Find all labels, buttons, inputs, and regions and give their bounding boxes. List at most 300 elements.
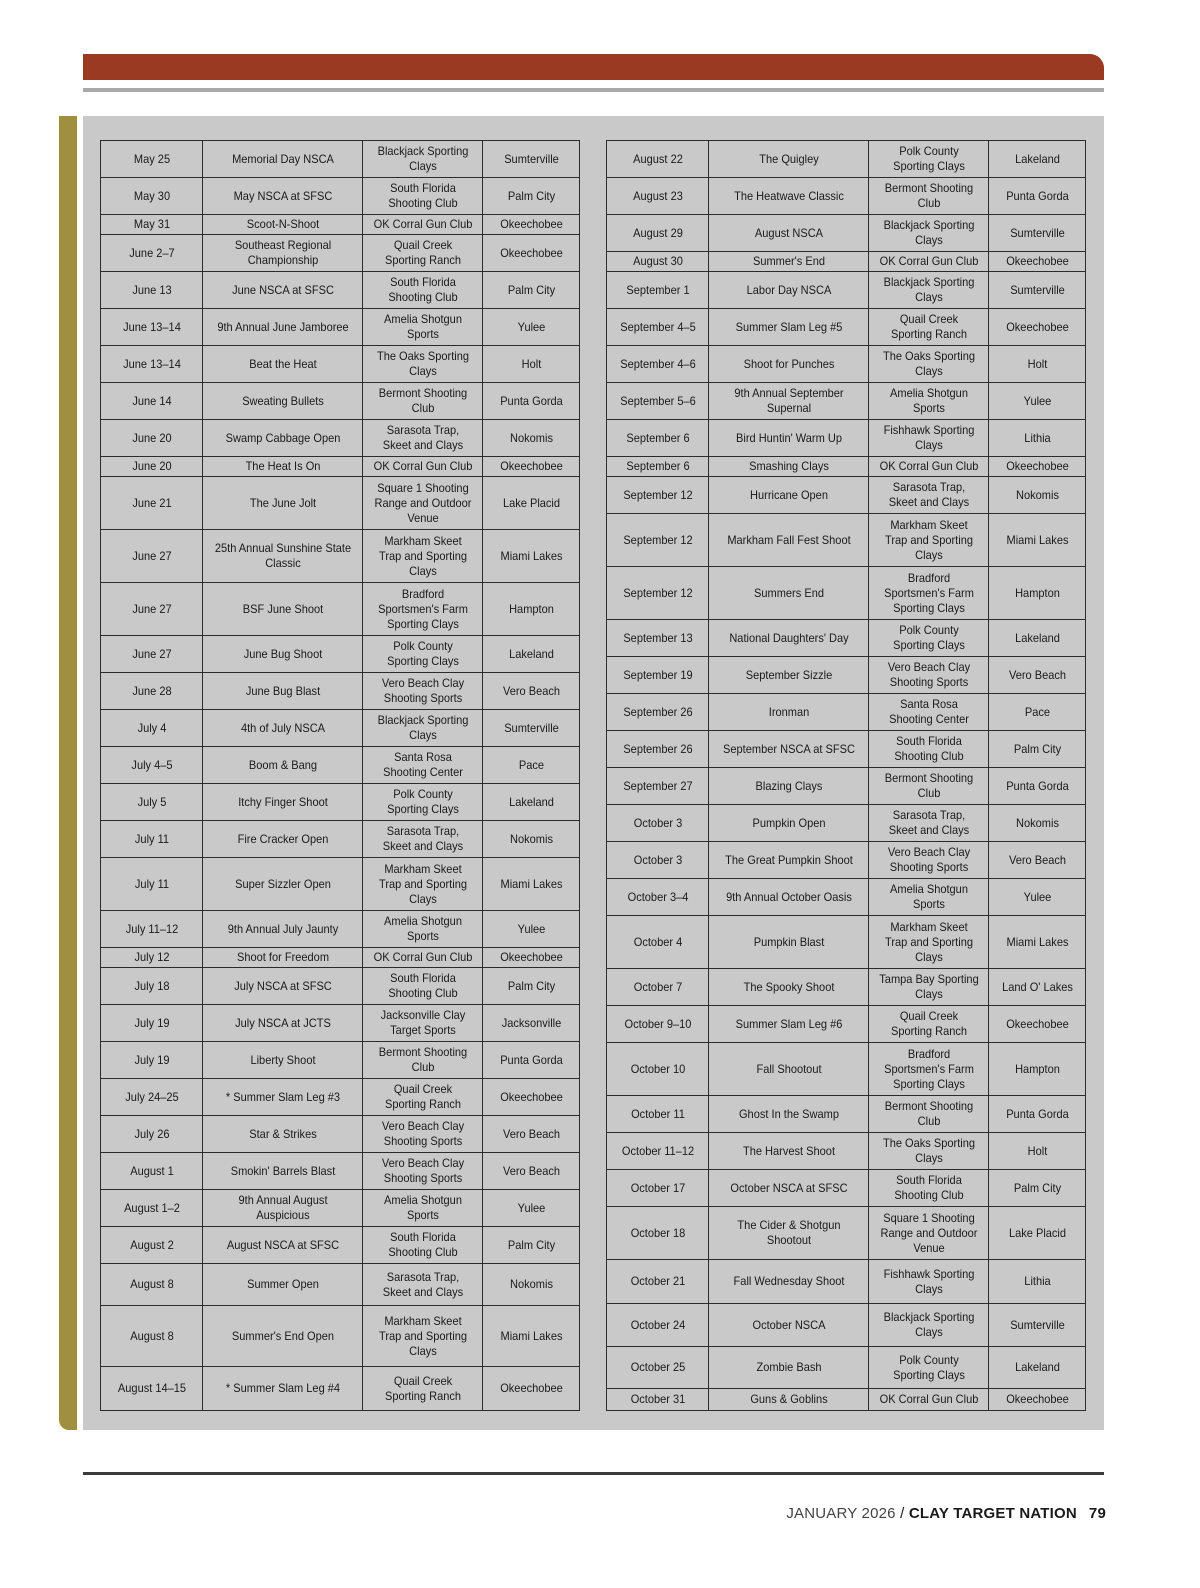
club-cell: Vero Beach Clay Shooting Sports bbox=[873, 657, 983, 694]
issue-date: JANUARY 2026 bbox=[786, 1505, 896, 1522]
club-cell: Amelia Shotgun Sports bbox=[873, 879, 983, 916]
date-cell: July 26 bbox=[105, 1116, 199, 1153]
table-row bbox=[607, 969, 1086, 1006]
city-cell: Land O' Lakes bbox=[992, 969, 1081, 1006]
date-cell: July 19 bbox=[105, 1005, 199, 1042]
city-cell: Pace bbox=[992, 694, 1081, 731]
date-cell: July 4 bbox=[105, 710, 199, 747]
date-cell: June 13–14 bbox=[105, 346, 199, 383]
table-row bbox=[607, 252, 1086, 272]
event-cell: National Daughters' Day bbox=[715, 620, 862, 657]
table-row bbox=[607, 272, 1086, 309]
event-cell: 9th Annual June Jamboree bbox=[209, 309, 356, 346]
city-cell: Punta Gorda bbox=[486, 1042, 575, 1079]
table-row bbox=[607, 457, 1086, 477]
table-row bbox=[607, 1389, 1086, 1411]
event-cell: Beat the Heat bbox=[209, 346, 356, 383]
club-cell: Sarasota Trap, Skeet and Clays bbox=[367, 821, 477, 858]
event-cell: September Sizzle bbox=[715, 657, 862, 694]
date-cell: September 1 bbox=[611, 272, 705, 309]
club-cell: Bradford Sportsmen's Farm Sporting Clays bbox=[873, 567, 983, 620]
date-cell: October 3 bbox=[611, 805, 705, 842]
club-cell: Santa Rosa Shooting Center bbox=[873, 694, 983, 731]
event-cell: Sweating Bullets bbox=[209, 383, 356, 420]
event-cell: Fall Shootout bbox=[715, 1043, 862, 1096]
table-row bbox=[101, 235, 580, 272]
table-row bbox=[101, 420, 580, 457]
city-cell: Vero Beach bbox=[992, 657, 1081, 694]
event-cell: The Quigley bbox=[715, 141, 862, 178]
event-cell: Pumpkin Open bbox=[715, 805, 862, 842]
city-cell: Nokomis bbox=[486, 821, 575, 858]
date-cell: August 22 bbox=[611, 141, 705, 178]
club-cell: Bermont Shooting Club bbox=[367, 383, 477, 420]
table-row bbox=[101, 636, 580, 673]
city-cell: Palm City bbox=[992, 1170, 1081, 1207]
club-cell: Bermont Shooting Club bbox=[873, 178, 983, 215]
event-cell: 9th Annual August Auspicious bbox=[209, 1190, 356, 1227]
date-cell: June 13–14 bbox=[105, 309, 199, 346]
table-row bbox=[607, 215, 1086, 252]
header-rule bbox=[83, 88, 1104, 92]
table-row bbox=[101, 477, 580, 530]
event-cell: Memorial Day NSCA bbox=[209, 141, 356, 178]
club-cell: Sarasota Trap, Skeet and Clays bbox=[367, 1264, 477, 1306]
event-cell: 9th Annual September Supernal bbox=[715, 383, 862, 420]
city-cell: Palm City bbox=[992, 731, 1081, 768]
event-cell: July NSCA at SFSC bbox=[209, 968, 356, 1005]
event-cell: The Spooky Shoot bbox=[715, 969, 862, 1006]
city-cell: Yulee bbox=[992, 383, 1081, 420]
event-cell: Summers End bbox=[715, 567, 862, 620]
club-cell: Blackjack Sporting Clays bbox=[873, 215, 983, 252]
date-cell: August 1–2 bbox=[105, 1190, 199, 1227]
event-cell: June Bug Shoot bbox=[209, 636, 356, 673]
club-cell: Square 1 Shooting Range and Outdoor Venue bbox=[367, 477, 477, 530]
date-cell: June 20 bbox=[105, 420, 199, 457]
table-row bbox=[607, 1096, 1086, 1133]
table-row bbox=[101, 457, 580, 477]
city-cell: Miami Lakes bbox=[486, 858, 575, 911]
date-cell: August 1 bbox=[105, 1153, 199, 1190]
event-cell: Shoot for Punches bbox=[715, 346, 862, 383]
city-cell: Holt bbox=[992, 1133, 1081, 1170]
club-cell: Markham Skeet Trap and Sporting Clays bbox=[873, 514, 983, 567]
table-row bbox=[607, 346, 1086, 383]
city-cell: Hampton bbox=[992, 1043, 1081, 1096]
city-cell: Nokomis bbox=[486, 1264, 575, 1306]
club-cell: Sarasota Trap, Skeet and Clays bbox=[873, 805, 983, 842]
date-cell: October 17 bbox=[611, 1170, 705, 1207]
date-cell: September 4–6 bbox=[611, 346, 705, 383]
city-cell: Lithia bbox=[992, 1260, 1081, 1304]
event-cell: 9th Annual October Oasis bbox=[715, 879, 862, 916]
date-cell: May 31 bbox=[105, 215, 199, 235]
club-cell: Amelia Shotgun Sports bbox=[873, 383, 983, 420]
club-cell: Tampa Bay Sporting Clays bbox=[873, 969, 983, 1006]
city-cell: Palm City bbox=[486, 272, 575, 309]
table-row bbox=[101, 1153, 580, 1190]
club-cell: Quail Creek Sporting Ranch bbox=[367, 1367, 477, 1411]
event-cell: Boom & Bang bbox=[209, 747, 356, 784]
city-cell: Sumterville bbox=[992, 215, 1081, 252]
date-cell: July 11 bbox=[105, 858, 199, 911]
footer-rule bbox=[83, 1472, 1104, 1475]
date-cell: July 12 bbox=[105, 948, 199, 968]
city-cell: Okeechobee bbox=[486, 235, 575, 272]
date-cell: June 13 bbox=[105, 272, 199, 309]
event-cell: Star & Strikes bbox=[209, 1116, 356, 1153]
event-cell: Super Sizzler Open bbox=[209, 858, 356, 911]
side-accent-bar bbox=[59, 116, 77, 1430]
event-cell: Shoot for Freedom bbox=[209, 948, 356, 968]
footer-separator: / bbox=[895, 1505, 909, 1522]
club-cell: South Florida Shooting Club bbox=[367, 968, 477, 1005]
city-cell: Hampton bbox=[992, 567, 1081, 620]
date-cell: October 11–12 bbox=[611, 1133, 705, 1170]
table-row bbox=[101, 1079, 580, 1116]
date-cell: August 8 bbox=[105, 1264, 199, 1306]
date-cell: September 5–6 bbox=[611, 383, 705, 420]
table-row bbox=[101, 747, 580, 784]
club-cell: Vero Beach Clay Shooting Sports bbox=[367, 673, 477, 710]
club-cell: Polk County Sporting Clays bbox=[873, 620, 983, 657]
event-cell: Guns & Goblins bbox=[715, 1389, 862, 1411]
date-cell: September 19 bbox=[611, 657, 705, 694]
date-cell: June 27 bbox=[105, 530, 199, 583]
event-cell: The Heat Is On bbox=[209, 457, 356, 477]
city-cell: Okeechobee bbox=[486, 1367, 575, 1411]
city-cell: Jacksonville bbox=[486, 1005, 575, 1042]
club-cell: Polk County Sporting Clays bbox=[873, 141, 983, 178]
club-cell: South Florida Shooting Club bbox=[367, 272, 477, 309]
event-cell: Itchy Finger Shoot bbox=[209, 784, 356, 821]
table-row bbox=[607, 420, 1086, 457]
table-row bbox=[607, 731, 1086, 768]
date-cell: August 23 bbox=[611, 178, 705, 215]
city-cell: Lakeland bbox=[486, 784, 575, 821]
table-row bbox=[101, 673, 580, 710]
city-cell: Nokomis bbox=[992, 805, 1081, 842]
date-cell: June 27 bbox=[105, 583, 199, 636]
table-row bbox=[101, 821, 580, 858]
city-cell: Lake Placid bbox=[992, 1207, 1081, 1260]
club-cell: Fishhawk Sporting Clays bbox=[873, 1260, 983, 1304]
date-cell: June 20 bbox=[105, 457, 199, 477]
date-cell: June 14 bbox=[105, 383, 199, 420]
event-cell: Summer Open bbox=[209, 1264, 356, 1306]
city-cell: Lake Placid bbox=[486, 477, 575, 530]
table-row bbox=[101, 911, 580, 948]
header-accent-bar bbox=[83, 54, 1104, 80]
event-cell: Smokin' Barrels Blast bbox=[209, 1153, 356, 1190]
table-row bbox=[607, 1133, 1086, 1170]
club-cell: Blackjack Sporting Clays bbox=[367, 710, 477, 747]
date-cell: September 26 bbox=[611, 731, 705, 768]
city-cell: Yulee bbox=[992, 879, 1081, 916]
club-cell: The Oaks Sporting Clays bbox=[873, 1133, 983, 1170]
club-cell: Bermont Shooting Club bbox=[367, 1042, 477, 1079]
city-cell: Palm City bbox=[486, 178, 575, 215]
event-cell: The Cider & Shotgun Shootout bbox=[715, 1207, 862, 1260]
table-row bbox=[101, 1367, 580, 1411]
table-row bbox=[101, 178, 580, 215]
table-row bbox=[607, 805, 1086, 842]
club-cell: Amelia Shotgun Sports bbox=[367, 911, 477, 948]
club-cell: South Florida Shooting Club bbox=[367, 1227, 477, 1264]
event-cell: Hurricane Open bbox=[715, 477, 862, 514]
event-cell: Fall Wednesday Shoot bbox=[715, 1260, 862, 1304]
city-cell: Vero Beach bbox=[486, 673, 575, 710]
event-cell: Smashing Clays bbox=[715, 457, 862, 477]
table-row bbox=[101, 968, 580, 1005]
table-row bbox=[101, 141, 580, 178]
event-cell: Zombie Bash bbox=[715, 1347, 862, 1389]
table-row bbox=[101, 1190, 580, 1227]
date-cell: October 3 bbox=[611, 842, 705, 879]
club-cell: Polk County Sporting Clays bbox=[367, 636, 477, 673]
club-cell: OK Corral Gun Club bbox=[873, 252, 983, 272]
club-cell: Jacksonville Clay Target Sports bbox=[367, 1005, 477, 1042]
event-cell: August NSCA bbox=[715, 215, 862, 252]
table-row bbox=[607, 1304, 1086, 1347]
event-cell: 9th Annual July Jaunty bbox=[209, 911, 356, 948]
club-cell: Bermont Shooting Club bbox=[873, 1096, 983, 1133]
club-cell: Blackjack Sporting Clays bbox=[367, 141, 477, 178]
table-row bbox=[101, 583, 580, 636]
club-cell: Amelia Shotgun Sports bbox=[367, 1190, 477, 1227]
table-row bbox=[607, 383, 1086, 420]
club-cell: Vero Beach Clay Shooting Sports bbox=[873, 842, 983, 879]
date-cell: July 4–5 bbox=[105, 747, 199, 784]
table-row bbox=[607, 514, 1086, 567]
date-cell: July 11 bbox=[105, 821, 199, 858]
club-cell: Amelia Shotgun Sports bbox=[367, 309, 477, 346]
date-cell: October 7 bbox=[611, 969, 705, 1006]
event-cell: October NSCA bbox=[715, 1304, 862, 1347]
club-cell: OK Corral Gun Club bbox=[367, 457, 477, 477]
table-row bbox=[607, 916, 1086, 969]
club-cell: Quail Creek Sporting Ranch bbox=[873, 309, 983, 346]
table-row bbox=[607, 879, 1086, 916]
event-cell: The June Jolt bbox=[209, 477, 356, 530]
table-row bbox=[607, 178, 1086, 215]
table-row bbox=[607, 1260, 1086, 1304]
table-row bbox=[101, 1005, 580, 1042]
club-cell: Blackjack Sporting Clays bbox=[873, 272, 983, 309]
city-cell: Holt bbox=[486, 346, 575, 383]
city-cell: Nokomis bbox=[486, 420, 575, 457]
city-cell: Sumterville bbox=[992, 272, 1081, 309]
event-cell: August NSCA at SFSC bbox=[209, 1227, 356, 1264]
club-cell: Quail Creek Sporting Ranch bbox=[367, 1079, 477, 1116]
date-cell: July 18 bbox=[105, 968, 199, 1005]
table-row bbox=[607, 694, 1086, 731]
club-cell: Bradford Sportsmen's Farm Sporting Clays bbox=[873, 1043, 983, 1096]
club-cell: The Oaks Sporting Clays bbox=[367, 346, 477, 383]
city-cell: Hampton bbox=[486, 583, 575, 636]
club-cell: Markham Skeet Trap and Sporting Clays bbox=[367, 858, 477, 911]
city-cell: Miami Lakes bbox=[486, 530, 575, 583]
city-cell: Okeechobee bbox=[992, 1389, 1081, 1411]
club-cell: Polk County Sporting Clays bbox=[873, 1347, 983, 1389]
event-cell: October NSCA at SFSC bbox=[715, 1170, 862, 1207]
club-cell: OK Corral Gun Club bbox=[873, 457, 983, 477]
city-cell: Miami Lakes bbox=[486, 1306, 575, 1367]
page-footer bbox=[786, 1505, 1106, 1522]
date-cell: September 6 bbox=[611, 420, 705, 457]
event-cell: Liberty Shoot bbox=[209, 1042, 356, 1079]
date-cell: May 25 bbox=[105, 141, 199, 178]
table-row bbox=[607, 477, 1086, 514]
event-cell: Markham Fall Fest Shoot bbox=[715, 514, 862, 567]
table-row bbox=[101, 215, 580, 235]
city-cell: Lakeland bbox=[992, 620, 1081, 657]
event-cell: 25th Annual Sunshine State Classic bbox=[209, 530, 356, 583]
city-cell: Holt bbox=[992, 346, 1081, 383]
event-cell: The Harvest Shoot bbox=[715, 1133, 862, 1170]
event-cell: May NSCA at SFSC bbox=[209, 178, 356, 215]
city-cell: Yulee bbox=[486, 1190, 575, 1227]
club-cell: OK Corral Gun Club bbox=[367, 948, 477, 968]
event-cell: BSF June Shoot bbox=[209, 583, 356, 636]
table-row bbox=[101, 383, 580, 420]
table-row bbox=[607, 1170, 1086, 1207]
city-cell: Okeechobee bbox=[486, 215, 575, 235]
city-cell: Miami Lakes bbox=[992, 916, 1081, 969]
club-cell: The Oaks Sporting Clays bbox=[873, 346, 983, 383]
event-cell: Ghost In the Swamp bbox=[715, 1096, 862, 1133]
event-cell: 4th of July NSCA bbox=[209, 710, 356, 747]
date-cell: October 21 bbox=[611, 1260, 705, 1304]
city-cell: Yulee bbox=[486, 911, 575, 948]
city-cell: Okeechobee bbox=[486, 1079, 575, 1116]
table-row bbox=[607, 1347, 1086, 1389]
city-cell: Lithia bbox=[992, 420, 1081, 457]
table-row bbox=[101, 1306, 580, 1367]
event-cell: Pumpkin Blast bbox=[715, 916, 862, 969]
table-row bbox=[101, 1042, 580, 1079]
club-cell: Bradford Sportsmen's Farm Sporting Clays bbox=[367, 583, 477, 636]
event-cell: Summer's End bbox=[715, 252, 862, 272]
club-cell: Santa Rosa Shooting Center bbox=[367, 747, 477, 784]
date-cell: October 11 bbox=[611, 1096, 705, 1133]
event-cell: Scoot-N-Shoot bbox=[209, 215, 356, 235]
club-cell: Sarasota Trap, Skeet and Clays bbox=[367, 420, 477, 457]
event-cell: Fire Cracker Open bbox=[209, 821, 356, 858]
table-row bbox=[607, 620, 1086, 657]
city-cell: Vero Beach bbox=[486, 1153, 575, 1190]
club-cell: Fishhawk Sporting Clays bbox=[873, 420, 983, 457]
table-row bbox=[607, 309, 1086, 346]
magazine-name: CLAY TARGET NATION bbox=[908, 1505, 1077, 1522]
schedule-table-left bbox=[100, 140, 580, 1411]
table-row bbox=[607, 768, 1086, 805]
club-cell: Blackjack Sporting Clays bbox=[873, 1304, 983, 1347]
event-cell: June Bug Blast bbox=[209, 673, 356, 710]
event-cell: Summer's End Open bbox=[209, 1306, 356, 1367]
table-row bbox=[101, 1116, 580, 1153]
city-cell: Okeechobee bbox=[486, 948, 575, 968]
table-row bbox=[101, 530, 580, 583]
city-cell: Palm City bbox=[486, 1227, 575, 1264]
event-cell: Summer Slam Leg #6 bbox=[715, 1006, 862, 1043]
date-cell: September 4–5 bbox=[611, 309, 705, 346]
date-cell: October 24 bbox=[611, 1304, 705, 1347]
club-cell: Bermont Shooting Club bbox=[873, 768, 983, 805]
city-cell: Okeechobee bbox=[992, 252, 1081, 272]
city-cell: Lakeland bbox=[992, 1347, 1081, 1389]
date-cell: September 27 bbox=[611, 768, 705, 805]
event-cell: * Summer Slam Leg #3 bbox=[209, 1079, 356, 1116]
city-cell: Okeechobee bbox=[992, 457, 1081, 477]
table-row bbox=[101, 858, 580, 911]
table-row bbox=[607, 842, 1086, 879]
event-cell: Blazing Clays bbox=[715, 768, 862, 805]
city-cell: Yulee bbox=[486, 309, 575, 346]
event-cell: Southeast Regional Championship bbox=[209, 235, 356, 272]
city-cell: Sumterville bbox=[486, 710, 575, 747]
city-cell: Vero Beach bbox=[992, 842, 1081, 879]
club-cell: Markham Skeet Trap and Sporting Clays bbox=[367, 1306, 477, 1367]
date-cell: October 4 bbox=[611, 916, 705, 969]
date-cell: June 27 bbox=[105, 636, 199, 673]
date-cell: June 21 bbox=[105, 477, 199, 530]
event-cell: Bird Huntin' Warm Up bbox=[715, 420, 862, 457]
club-cell: Markham Skeet Trap and Sporting Clays bbox=[873, 916, 983, 969]
table-row bbox=[101, 309, 580, 346]
table-row bbox=[101, 272, 580, 309]
date-cell: September 26 bbox=[611, 694, 705, 731]
city-cell: Punta Gorda bbox=[992, 178, 1081, 215]
date-cell: July 24–25 bbox=[105, 1079, 199, 1116]
event-cell: Swamp Cabbage Open bbox=[209, 420, 356, 457]
date-cell: May 30 bbox=[105, 178, 199, 215]
table-row bbox=[101, 346, 580, 383]
date-cell: July 11–12 bbox=[105, 911, 199, 948]
date-cell: June 28 bbox=[105, 673, 199, 710]
date-cell: June 2–7 bbox=[105, 235, 199, 272]
schedule-table-right bbox=[606, 140, 1086, 1411]
club-cell: Quail Creek Sporting Ranch bbox=[367, 235, 477, 272]
table-row bbox=[101, 948, 580, 968]
event-cell: Ironman bbox=[715, 694, 862, 731]
date-cell: September 13 bbox=[611, 620, 705, 657]
city-cell: Punta Gorda bbox=[992, 768, 1081, 805]
city-cell: Miami Lakes bbox=[992, 514, 1081, 567]
city-cell: Punta Gorda bbox=[992, 1096, 1081, 1133]
date-cell: August 29 bbox=[611, 215, 705, 252]
club-cell: South Florida Shooting Club bbox=[873, 1170, 983, 1207]
city-cell: Palm City bbox=[486, 968, 575, 1005]
club-cell: Square 1 Shooting Range and Outdoor Venue bbox=[873, 1207, 983, 1260]
table-row bbox=[607, 567, 1086, 620]
city-cell: Pace bbox=[486, 747, 575, 784]
date-cell: October 18 bbox=[611, 1207, 705, 1260]
date-cell: October 25 bbox=[611, 1347, 705, 1389]
table-row bbox=[101, 710, 580, 747]
table-row bbox=[101, 784, 580, 821]
table-row bbox=[607, 141, 1086, 178]
city-cell: Lakeland bbox=[992, 141, 1081, 178]
club-cell: Quail Creek Sporting Ranch bbox=[873, 1006, 983, 1043]
event-cell: July NSCA at JCTS bbox=[209, 1005, 356, 1042]
city-cell: Vero Beach bbox=[486, 1116, 575, 1153]
date-cell: August 14–15 bbox=[105, 1367, 199, 1411]
date-cell: August 8 bbox=[105, 1306, 199, 1367]
club-cell: Polk County Sporting Clays bbox=[367, 784, 477, 821]
table-row bbox=[101, 1227, 580, 1264]
